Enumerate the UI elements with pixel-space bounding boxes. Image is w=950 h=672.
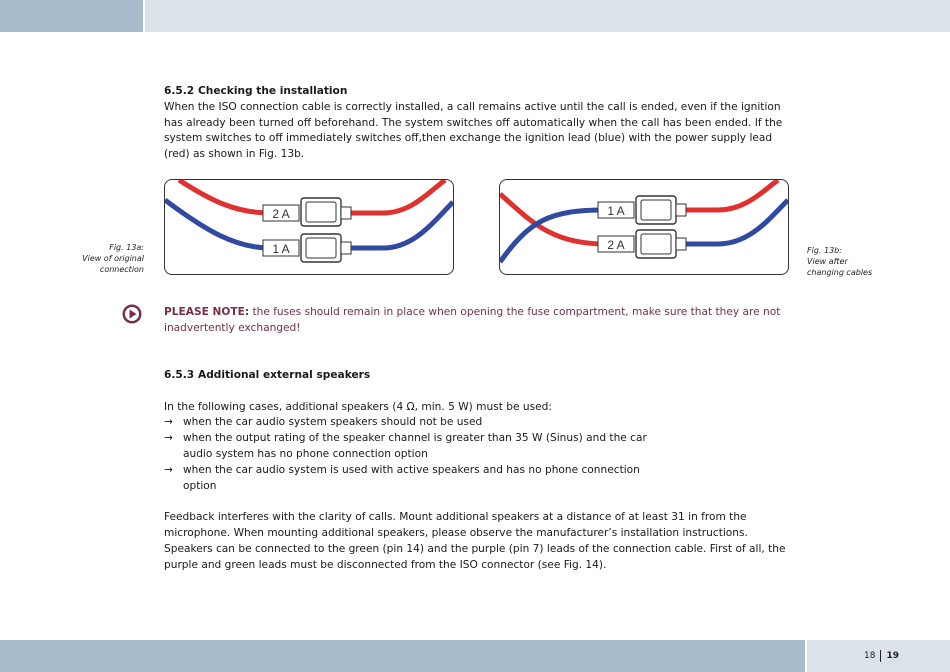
list-item <box>164 415 664 431</box>
section-6-5-3 <box>164 368 794 573</box>
conditions-list <box>164 415 664 494</box>
fig13a-caption <box>60 242 144 275</box>
section-heading <box>164 368 794 384</box>
note-label: PLEASE NOTE: <box>164 306 250 318</box>
arrow-icon: → <box>164 432 173 445</box>
page-number-right: 19 <box>886 651 899 661</box>
fuse-label-top: 2 A <box>272 207 290 221</box>
caption-line: changing cables <box>807 268 873 277</box>
section-intro: In the following cases, additional speakers (4 Ω, min. 5 W) must be used: <box>164 400 552 413</box>
list-item-text: when the car audio system speakers should not be used <box>183 416 483 429</box>
list-item-text: when the output rating of the speaker channel is greater than 35 W (Sinus) and the car audio system has no phone connection option <box>183 432 647 460</box>
fuse-label-bottom: 2 A <box>607 238 625 252</box>
page-numbers <box>864 650 899 662</box>
fig13b-diagram <box>499 179 789 275</box>
caption-line: connection <box>99 265 144 274</box>
list-item <box>164 431 664 463</box>
section-number: 6.5.3 <box>164 369 195 381</box>
header-bar-right <box>145 0 950 32</box>
arrow-icon: → <box>164 463 173 476</box>
list-item-text: when the car audio system is used with active speakers and has no phone connection option <box>183 463 640 492</box>
red-lead-left <box>179 180 270 213</box>
page-number-left: 18 <box>864 651 876 661</box>
footer-bar-left <box>0 640 805 672</box>
section-title: Checking the installation <box>198 85 348 97</box>
caption-line: View of original <box>82 254 144 263</box>
arrow-icon: → <box>164 416 173 429</box>
section-title: Additional external speakers <box>198 369 371 381</box>
play-circle-icon <box>122 304 142 324</box>
caption-line: Fig. 13b: <box>807 246 842 255</box>
section-body: When the ISO connection cable is correctly installed, a call remains active until the call is ended, even if the ignition has already been turned off beforehand. The system switches off automatically when the call has been ended. If the system switches to off immediately switches off,then exchange the ignition lead (blue) with the power supply lead (red) as shown in Fig. 13b. <box>164 100 783 161</box>
red-lead-right <box>348 180 445 213</box>
fuse-label-top: 1 A <box>607 204 625 218</box>
fig13a-diagram <box>164 179 454 275</box>
fig13b-cable-drawing <box>500 180 788 274</box>
caption-line: Fig. 13a: <box>109 243 144 252</box>
fig13b-caption <box>807 245 897 278</box>
section-6-5-2 <box>164 84 794 163</box>
header-bar-left <box>0 0 143 32</box>
fuse-label-bottom: 1 A <box>272 242 290 256</box>
section-number: 6.5.2 <box>164 85 195 97</box>
please-note <box>164 305 794 337</box>
note-text: the fuses should remain in place when opening the fuse compartment, make sure that they are not inadvertently exchanged! <box>164 306 781 334</box>
red-lead-right <box>683 180 778 210</box>
caption-line: View after <box>807 257 848 266</box>
fig13a-cable-drawing <box>165 180 453 274</box>
section-heading <box>164 84 794 100</box>
page-divider <box>880 650 881 662</box>
section-body: Feedback interferes with the clarity of calls. Mount additional speakers at a distance of at least 31 in from the microphone. When mounting additional speakers, please observe the manufacturer’s installation instructions. Speakers can be connected to the green (pin 14) and the purple (pin 7) leads of the connection cable. First of all, the purple and green leads must be disconnected from the ISO connector (see Fig. 14). <box>164 511 786 571</box>
blue-lead-left <box>165 200 270 248</box>
list-item <box>164 463 664 495</box>
